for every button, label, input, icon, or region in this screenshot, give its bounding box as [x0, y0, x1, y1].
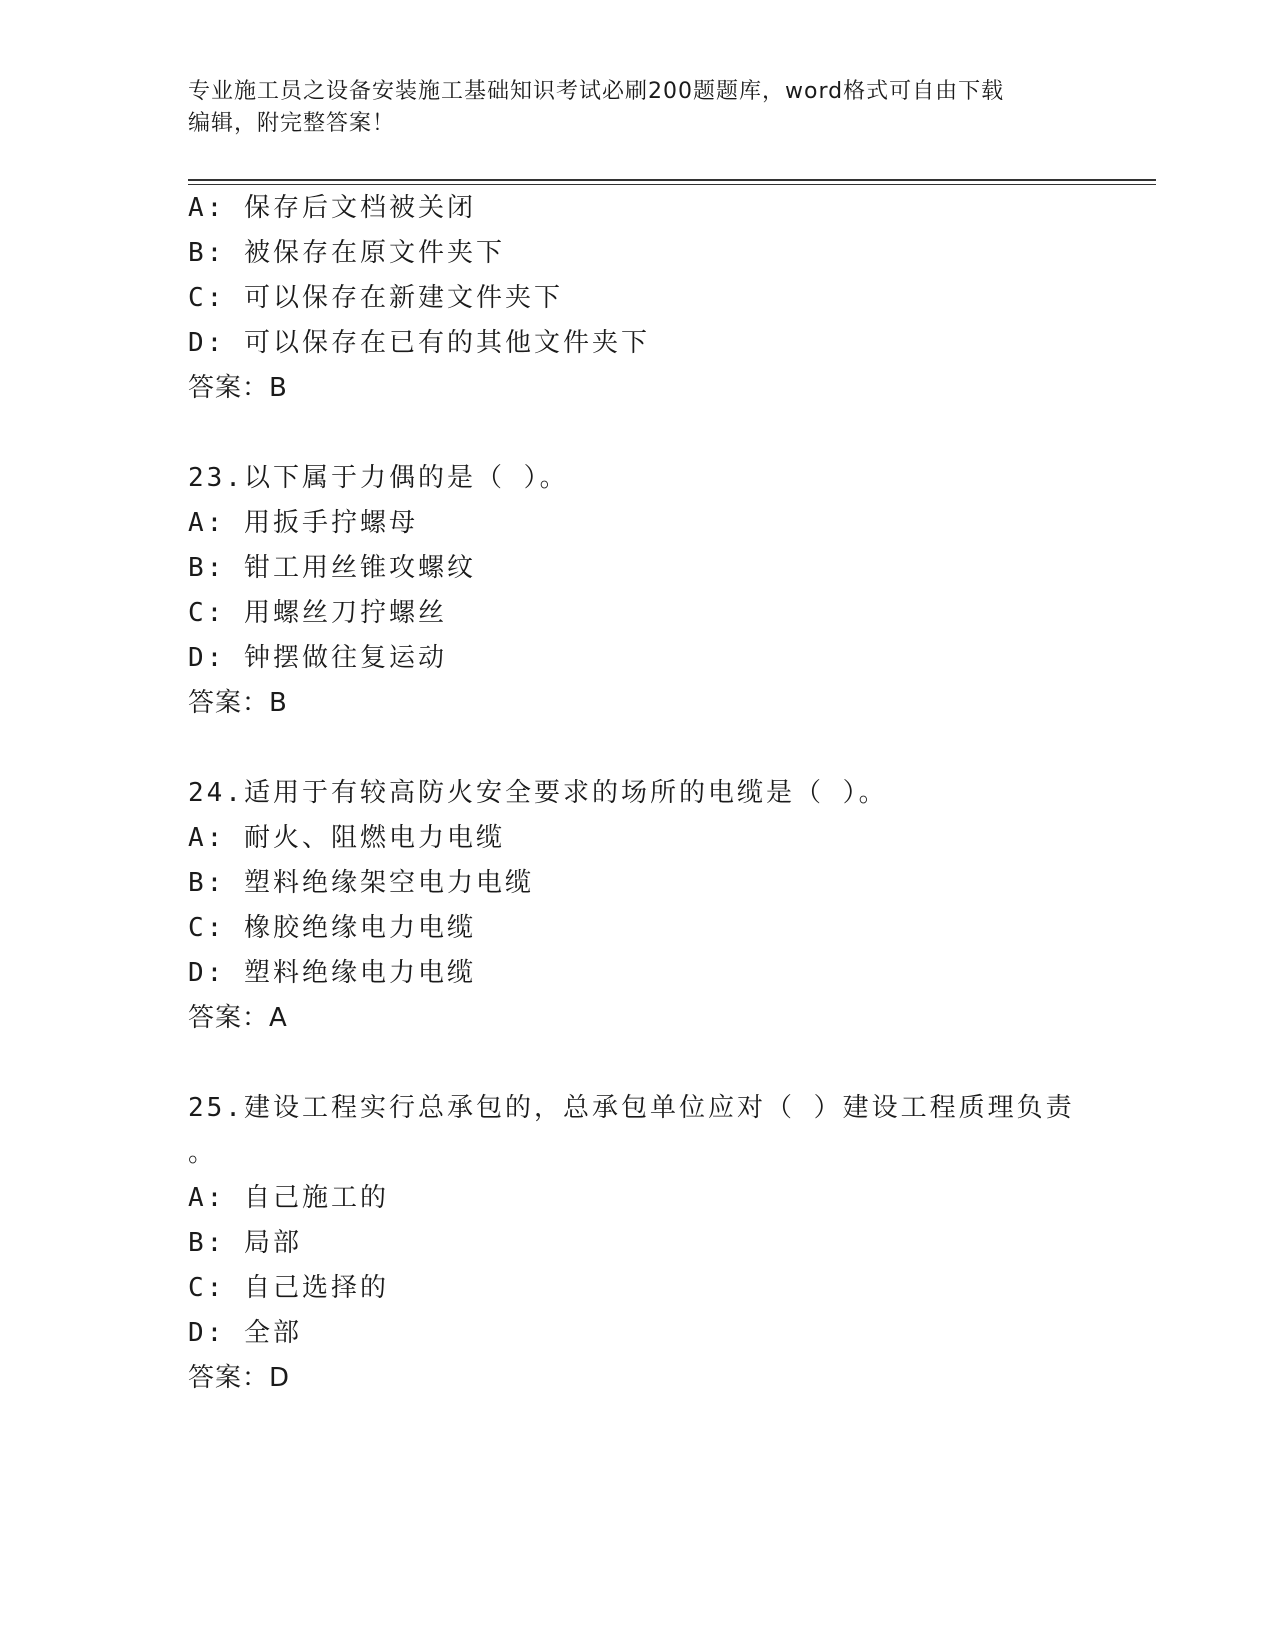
q25-answer: 答案：D — [188, 1363, 291, 1393]
q25-option-d: D: 全部 — [188, 1318, 302, 1348]
header-divider-thick — [188, 179, 1156, 181]
q25-option-a: A: 自己施工的 — [188, 1183, 389, 1213]
q22-option-c: C: 可以保存在新建文件夹下 — [188, 283, 563, 313]
q25-stem-line-1: 25.建设工程实行总承包的，总承包单位应对（ ）建设工程质理负责 — [188, 1093, 1075, 1123]
q23-option-c: C: 用螺丝刀拧螺丝 — [188, 598, 447, 628]
header-divider-thin — [188, 184, 1156, 185]
q24-answer: 答案：A — [188, 1003, 288, 1033]
q22-option-d: D: 可以保存在已有的其他文件夹下 — [188, 328, 650, 358]
q23-option-a: A: 用扳手拧螺母 — [188, 508, 418, 538]
q23-option-d: D: 钟摆做往复运动 — [188, 643, 447, 673]
q25-stem-line-2: 。 — [188, 1138, 218, 1168]
q25-option-c: C: 自己选择的 — [188, 1273, 389, 1303]
q23-answer: 答案：B — [188, 688, 288, 718]
q24-stem: 24.适用于有较高防火安全要求的场所的电缆是（ ）。 — [188, 778, 888, 808]
q24-option-b: B: 塑料绝缘架空电力电缆 — [188, 868, 534, 898]
q24-option-c: C: 橡胶绝缘电力电缆 — [188, 913, 476, 943]
q25-option-b: B: 局部 — [188, 1228, 302, 1258]
q22-answer: 答案：B — [188, 373, 288, 403]
q24-option-d: D: 塑料绝缘电力电缆 — [188, 958, 476, 988]
header-line-1: 专业施工员之设备安装施工基础知识考试必刷200题题库，word格式可自由下载 — [188, 79, 1005, 104]
q24-option-a: A: 耐火、阻燃电力电缆 — [188, 823, 505, 853]
q22-option-a: A: 保存后文档被关闭 — [188, 193, 476, 223]
q23-option-b: B: 钳工用丝锥攻螺纹 — [188, 553, 476, 583]
q23-stem: 23.以下属于力偶的是（ ）。 — [188, 463, 569, 493]
header-line-2: 编辑，附完整答案！ — [188, 111, 396, 136]
document-header — [188, 76, 1088, 140]
q22-option-b: B: 被保存在原文件夹下 — [188, 238, 505, 268]
